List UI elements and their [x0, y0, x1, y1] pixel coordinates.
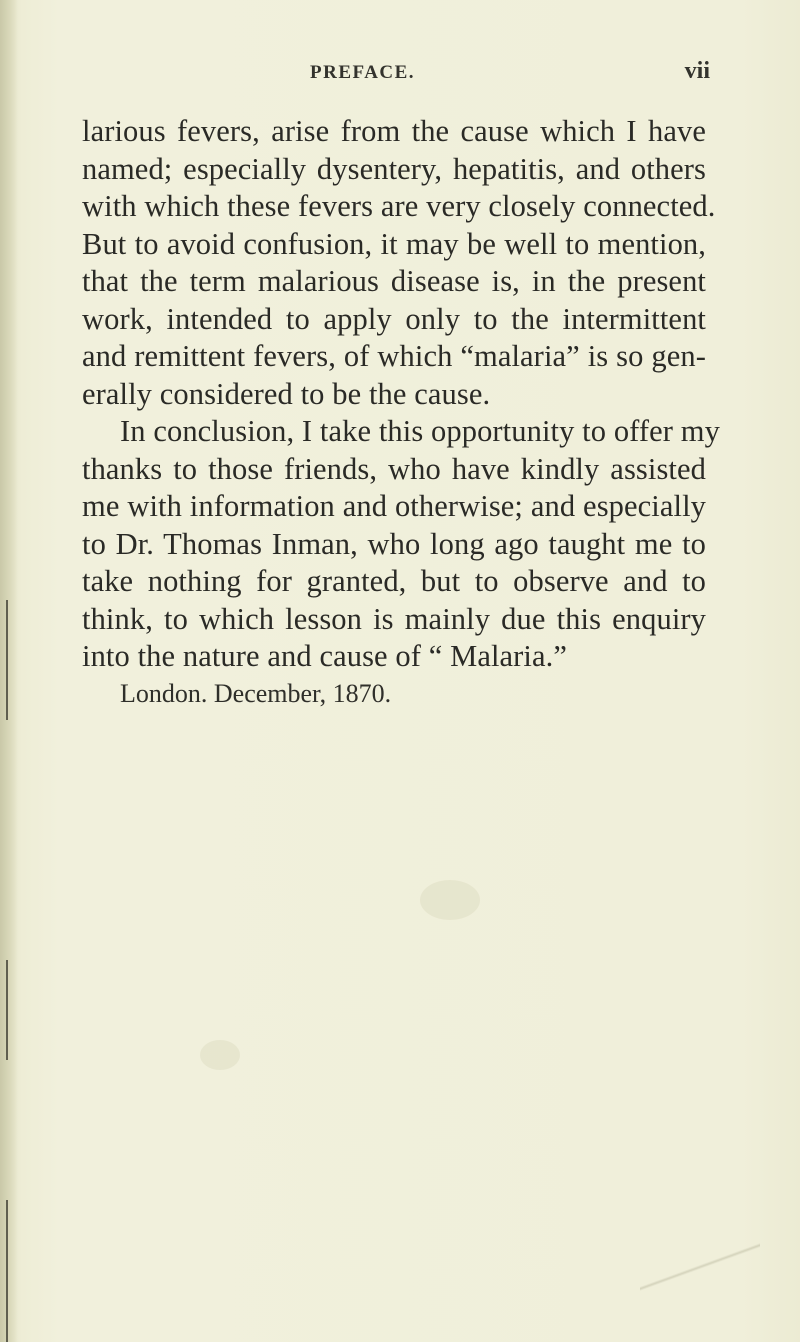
text-line: me with information and otherwise; and especially [82, 489, 706, 523]
gutter-shadow-line [6, 960, 8, 1060]
text-line: into the nature and cause of “ Malaria.” [82, 639, 568, 673]
paragraph-1 [82, 113, 716, 413]
page-number: vii [684, 58, 710, 84]
text-line: erally considered to be the cause. [82, 376, 491, 411]
text-line: think, to which lesson is mainly due this enquiry [82, 601, 706, 636]
text-line: named; especially dysentery, hepatitis, and others [82, 151, 706, 186]
text-line: larious fevers, arise from the cause which I have [82, 114, 706, 148]
text-line: that the term malarious disease is, in the present [82, 264, 706, 298]
text-line: In conclusion, I take this opportunity to offer my [120, 414, 720, 448]
text-line: thanks to those friends, who have kindly assisted [82, 451, 706, 486]
running-head [120, 58, 710, 92]
text-line: work, intended to apply only to the intermittent [82, 301, 706, 336]
text-line: But to avoid confusion, it may be well to mention, [82, 226, 706, 261]
text-line: to Dr. Thomas Inman, who long ago taught me to [82, 526, 706, 561]
paper-stain [200, 1040, 240, 1070]
running-head-title: PREFACE. [310, 62, 416, 83]
paper-stain [420, 880, 480, 920]
paragraph-2 [82, 413, 720, 676]
text-line: take nothing for granted, but to observe and to [82, 564, 706, 598]
text-line: with which these fevers are very closely connected. [82, 189, 716, 223]
gutter-shadow-line [6, 600, 8, 720]
signoff-place-date: London. December, 1870. [120, 679, 392, 708]
page-gutter-edge [0, 0, 18, 1342]
paper-crease [640, 1232, 760, 1302]
body-text [82, 113, 720, 676]
gutter-shadow-line [6, 1200, 8, 1342]
text-line: and remittent fevers, of which “malaria” is so gen- [82, 339, 706, 373]
